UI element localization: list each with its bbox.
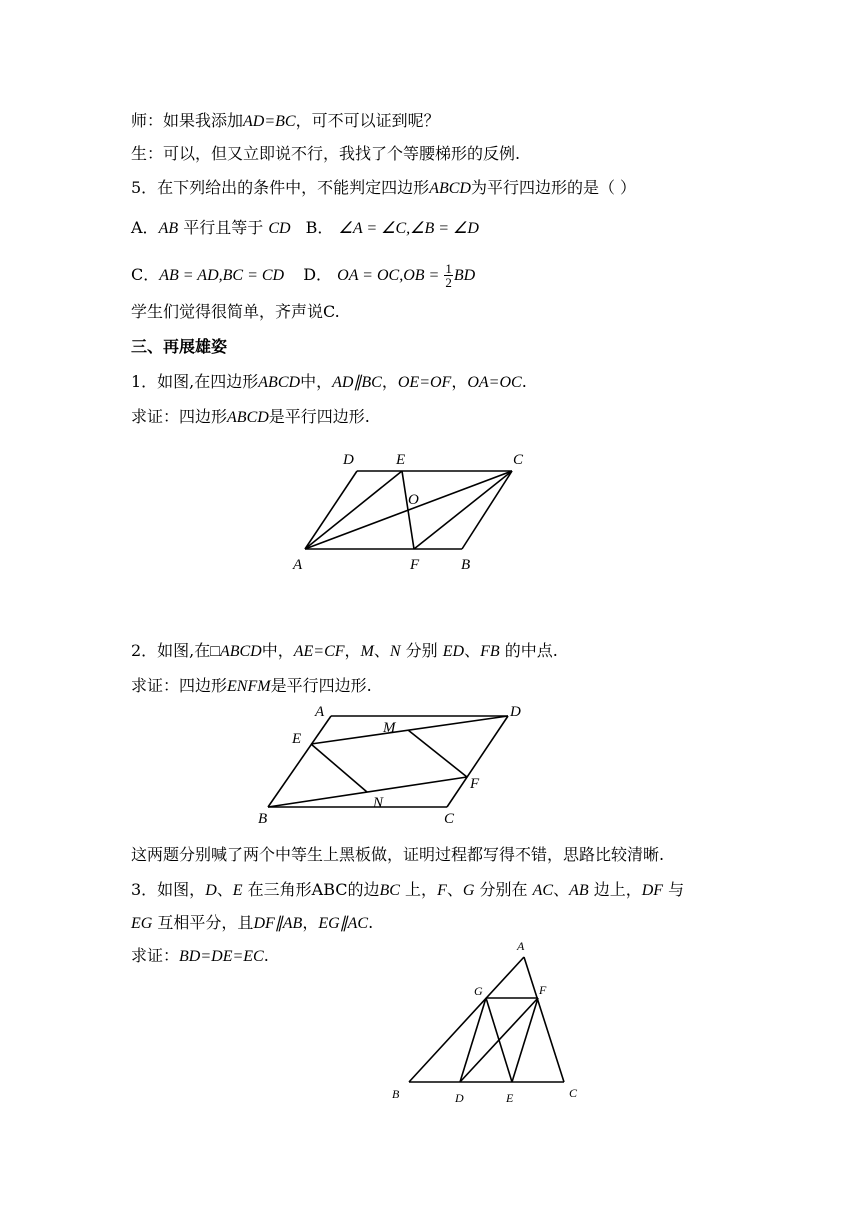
q5-options-cd: [131, 262, 475, 289]
p2-side-dc: [447, 716, 508, 807]
q5-option-d-label: D．: [303, 265, 333, 284]
p1-label-c: C: [513, 452, 524, 468]
p2-figure: [250, 700, 540, 830]
p3-f: F: [437, 882, 447, 899]
p2-label-c: C: [444, 811, 455, 827]
p3-ab: AB: [569, 882, 589, 899]
p1-prove-var: ABCD: [227, 409, 269, 426]
p1-cond2: OE=OF: [397, 374, 452, 391]
p1-prove: [131, 407, 370, 428]
teacher-line: [131, 111, 440, 132]
p2-n: N: [389, 643, 401, 660]
p1-cond3: OA=OC: [467, 374, 522, 391]
q5-options-ab: [131, 218, 479, 239]
p2-cond1: AE=CF: [293, 643, 345, 660]
q5-option-d-fraction: [444, 262, 453, 289]
q5-option-a-var2: CD: [268, 220, 291, 237]
p3-line1-b: 在三角形ABC的边: [247, 880, 380, 899]
p3-segment-df: [460, 998, 538, 1082]
p2-label-n: N: [373, 795, 384, 811]
p2-segment-ed: [311, 716, 508, 744]
fraction-denominator: 2: [445, 275, 452, 290]
q5-option-a-label: A．: [131, 218, 159, 237]
p3-df: DF: [641, 882, 664, 899]
p2-stem: [131, 641, 558, 662]
p3-line1-f: 与: [668, 880, 685, 899]
p3-line2-a: 互相平分，且: [157, 913, 254, 932]
p2-prove-b: 是平行四边形.: [270, 676, 372, 695]
section-title: 三、再展雄姿: [131, 337, 228, 356]
p3-label-e: E: [506, 1091, 514, 1105]
q5-stem: [131, 178, 636, 199]
p3-g: G: [462, 882, 475, 899]
p1-stem-var: ABCD: [258, 374, 301, 391]
p1-label-o: O: [408, 492, 419, 508]
q5-option-b-expr: ∠A = ∠C,∠B = ∠D: [338, 220, 479, 237]
p1-cond1: AD∥BC: [332, 374, 382, 391]
p3-figure: [385, 932, 595, 1112]
q5-option-c-label: C．: [131, 265, 160, 284]
p3-stem-line2: [131, 913, 373, 934]
p1-end: .: [521, 372, 527, 391]
student-line: 生：可以，但又立即说不行，我找了个等腰梯形的反例.: [131, 144, 521, 163]
p1-label-e: E: [396, 452, 406, 468]
p3-dun: 、: [216, 880, 233, 899]
p3-cond2: EG∥AC: [318, 915, 369, 932]
p2-label-a: A: [315, 704, 325, 720]
p1-segment-ef: [402, 471, 414, 549]
p2-dun2: 、: [464, 641, 481, 660]
p3-line1-d: 分别在: [479, 880, 528, 899]
p3-cond1: DF∥AB: [253, 915, 303, 932]
p2-sep1: ，: [344, 641, 361, 660]
p3-segment-fe: [512, 998, 538, 1082]
q5-after: 学生们觉得很简单，齐声说C.: [131, 302, 340, 321]
p1-side-ad: [305, 471, 357, 549]
teacher-suffix: ，可不可以证到呢？: [295, 111, 440, 130]
p2-dun: 、: [373, 641, 390, 660]
p3-stem-line1: [131, 880, 684, 901]
q5-option-a-text: 平行且等于: [183, 218, 264, 237]
teacher-prefix: 师：如果我添加: [131, 111, 244, 130]
q5-stem-var: ABCD: [429, 180, 471, 197]
q5-stem-prefix: 5．在下列给出的条件中，不能判定四边形: [131, 178, 430, 197]
p2-prove-var: ENFM: [227, 678, 271, 695]
p3-prove-expr: BD=DE=EC: [179, 948, 264, 965]
p3-line1-c: 上，: [405, 880, 438, 899]
q5-option-d-tail: BD: [453, 267, 476, 284]
p3-end: .: [368, 913, 374, 932]
p2-fb: FB: [480, 643, 500, 660]
p1-label-d: D: [343, 452, 354, 468]
p2-m: M: [360, 643, 374, 660]
p3-side-ac: [524, 957, 564, 1082]
p1-side-bc: [462, 471, 512, 549]
p1-stem-b: 中，: [300, 372, 333, 391]
p3-dun2: 、: [446, 880, 463, 899]
p1-prove-a: 求证：四边形: [131, 407, 228, 426]
p1-stem-a: 1．如图,在四边形: [131, 372, 259, 391]
p2-prove: [131, 676, 372, 697]
q5-option-b-label: B．: [305, 218, 334, 237]
q5-option-a-var1: AB: [158, 220, 179, 237]
p2-prove-a: 求证：四边形: [131, 676, 228, 695]
p2-side-ab: [268, 716, 331, 807]
p1-figure: [280, 445, 540, 580]
p2-ed: ED: [442, 643, 465, 660]
comment-line: 这两题分别喊了两个中等生上黑板做，证明过程都写得不错，思路比较清晰.: [131, 845, 665, 864]
q5-option-d-expr: OA = OC,OB =: [337, 267, 444, 284]
p3-prove: [131, 946, 269, 967]
p3-line1-a: 3．如图，: [131, 880, 206, 899]
p3-d: D: [205, 882, 217, 899]
p3-label-g: G: [474, 984, 483, 998]
p3-eg: EG: [131, 915, 153, 932]
p3-e: E: [232, 882, 243, 899]
p3-prove-end: .: [263, 946, 269, 965]
p1-label-a: A: [293, 557, 303, 573]
p1-sep2: ，: [451, 372, 468, 391]
p3-prove-a: 求证：: [131, 946, 180, 965]
p2-stem-c: 分别: [405, 641, 438, 660]
p2-stem-b: 中，: [261, 641, 294, 660]
p2-segment-mf: [408, 730, 467, 777]
q5-option-c-expr: AB = AD,BC = CD: [159, 267, 285, 284]
p3-dun3: 、: [553, 880, 570, 899]
teacher-condition: AD=BC: [243, 113, 296, 130]
p1-prove-b: 是平行四边形.: [268, 407, 370, 426]
p1-stem: [131, 372, 527, 393]
p2-label-f: F: [470, 776, 480, 792]
p1-segment-fc: [414, 471, 512, 549]
p2-stem-a: 2．如图,在: [131, 641, 211, 660]
p3-label-d: D: [455, 1091, 464, 1105]
p3-line1-e: 边上，: [593, 880, 642, 899]
p2-stem-var: □ABCD: [210, 643, 262, 660]
q5-stem-suffix: 为平行四边形的是（ ）: [470, 178, 637, 197]
p2-stem-d: 的中点.: [504, 641, 558, 660]
p2-label-d: D: [510, 704, 521, 720]
p1-sep1: ，: [381, 372, 398, 391]
p2-label-b: B: [258, 811, 268, 827]
p3-label-b: B: [392, 1087, 400, 1101]
p3-label-c: C: [569, 1086, 578, 1100]
p2-segment-bf: [268, 777, 467, 807]
p3-sep: ，: [302, 913, 319, 932]
p3-label-f: F: [539, 983, 547, 997]
p3-label-a: A: [517, 939, 525, 953]
p2-label-e: E: [292, 731, 302, 747]
p1-label-b: B: [461, 557, 471, 573]
p1-label-f: F: [410, 557, 420, 573]
p2-segment-en: [311, 744, 367, 792]
p3-segment-gd: [460, 998, 486, 1082]
fraction-numerator: 1: [445, 261, 452, 276]
p1-segment-ae: [305, 471, 402, 549]
p2-label-m: M: [383, 720, 396, 736]
p3-ac: AC: [532, 882, 554, 899]
p3-bc: BC: [379, 882, 400, 899]
